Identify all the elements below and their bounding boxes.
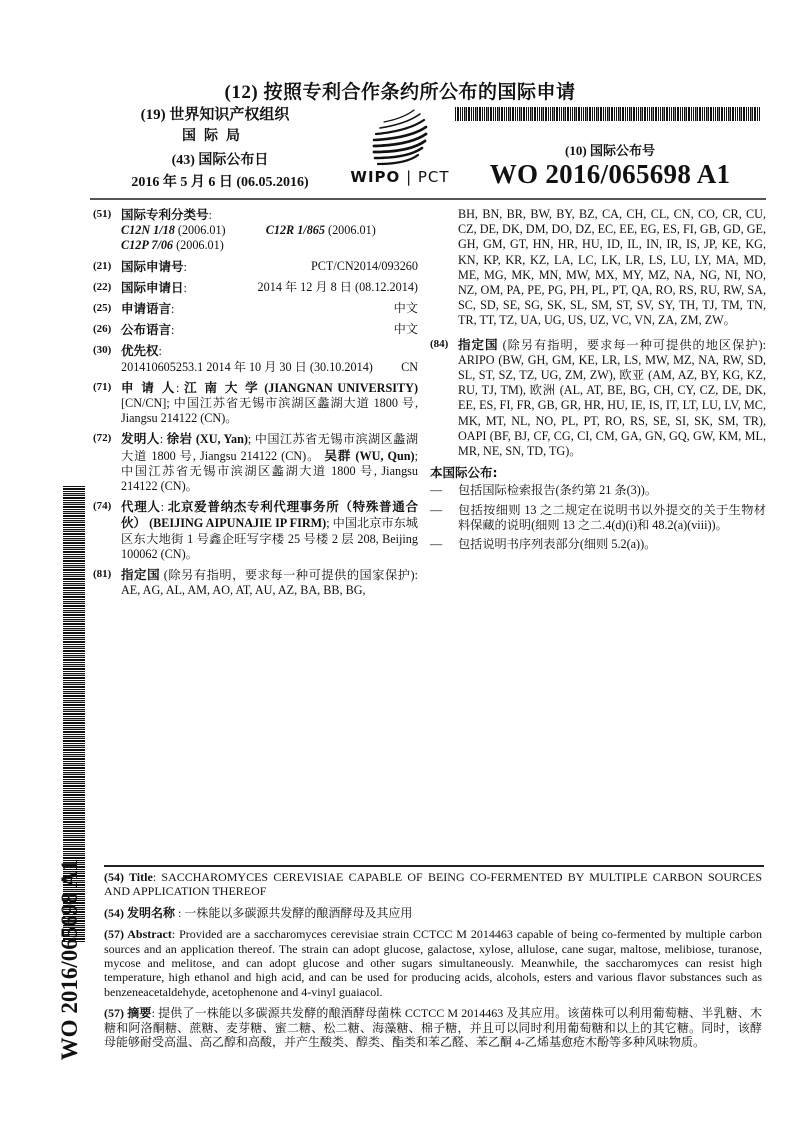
abstract-cn-text: : 提供了一株能以多碳源共发酵的酿酒酵母菌株 CCTCC M 2014463 及其应用。该菌株可以利用葡萄糖、半乳糖、木糖和阿洛酮糖、蔗糖、麦芽糖、蜜二糖、松二糖、海藻糖、棉子糖，并且可以同时利用葡萄糖和以上的其它糖。同时，该酵母能够耐受高温、高乙醇和高酸，并产生酸类、醇类、酯类和苯乙醛、苯乙酮 4-乙烯基愈疮木酚等多种风味物质。: [104, 1006, 763, 1050]
dash-bullet: —: [430, 502, 443, 517]
title-cn-text: : 一株能以多碳源共发酵的酿酒酵母及其应用: [175, 905, 413, 920]
field-81-designated-states: [93, 567, 418, 598]
field-number: (22): [93, 280, 112, 293]
field-number: (74): [93, 500, 112, 513]
pubno-code: (10): [565, 143, 587, 158]
field-label: 国际申请日: [121, 279, 184, 295]
inventor-address: ; 中国江苏省无锡市滨湖区蠡湖大道 1800 号, Jiangsu 214122 (CN)。: [121, 448, 418, 494]
abstract-chinese: [104, 1006, 762, 1049]
publication-item: [430, 483, 766, 498]
title-en-label: (54) Title: [104, 870, 153, 884]
field-26-publication-language: (26) 公布语言: 中文: [93, 322, 418, 338]
region-list: (除另有指明，要求每一种可提供的地区保护): ARIPO (BW, GH, GM, KE, LR, LS, MW, MZ, NA, RW, SD, SL, ST, SZ, TZ, UG, ZM, ZW), 欧亚 (AM, AZ, BY, KG, KZ, RU, TJ, TM), 欧洲 (AL, AT, BE, BG, CH, CY, CZ, DE, DK, EE, ES, FI, FR, GB, GR, HR, HU, IE, IS, IT, LT, LU, LV, MC, MK, MT, NL, NO, PL, PT, RO, RS, SE, SI, SK, SM, TR), OAPI (BF, BJ, CF, CG, CI, CM, GA, GN, GQ, GW, KM, ML, MR, NE, SN, TD, TG)。: [458, 337, 766, 459]
abstract-cn-code: (57): [104, 1006, 124, 1021]
field-30-priority: (30) 优先权: 201410605253.1 2014 年 10 月 30 日 (30.10.2014) CN: [93, 343, 418, 374]
field-number: (72): [93, 432, 112, 445]
document-type-title: (12) 按照专利合作条约所公布的国际申请: [224, 82, 576, 103]
abstract-cn-label: 摘要: [127, 1006, 152, 1021]
right-bibliographic-column: [430, 207, 766, 556]
field-21-application-number: (21) 国际申请号: PCT/CN2014/093260: [93, 258, 418, 274]
vertical-publication-number: [40, 860, 100, 1060]
organization-subname: 国际局: [182, 128, 248, 144]
title-chinese: [104, 906, 762, 920]
field-22-filing-date: (22) 国际申请日: 2014 年 12 月 8 日 (08.12.2014): [93, 279, 418, 295]
publication-info-title: 本国际公布:: [430, 465, 498, 481]
applicant-name-en: (JIANGNAN UNIVERSITY): [264, 380, 418, 395]
pubno-label-text: 国际公布号: [589, 144, 655, 159]
field-number: (84): [430, 337, 449, 350]
inventor-name-cn: 吴群: [324, 447, 352, 463]
publication-item-text: 包括说明书序列表部分(细则 5.2(a))。: [458, 537, 657, 552]
pubdate-label-text: 国际公布日: [198, 152, 269, 168]
field-value: 2014 年 12 月 8 日 (08.12.2014): [257, 279, 418, 294]
field-value: 中文: [393, 301, 418, 316]
field-74-agent: (74) 代理人: 北京爱普纳杰专利代理事务所（特殊普通合伙） (BEIJING AIPUNAJIE IP FIRM); 中国北京市东城区东大地街 1 号鑫企旺写字楼 25 号楼 2 层 208, Beijing 100062 (CN)。: [93, 499, 418, 561]
publication-date-label: [110, 149, 330, 169]
field-label: 申 请 人: [121, 379, 176, 395]
field-label: 公布语言: [121, 322, 172, 338]
abstract-en-label: (57) Abstract: [104, 927, 172, 942]
dash-bullet: —: [430, 537, 443, 552]
ipc-code: C12R 1/865: [265, 223, 325, 238]
inventor-name-en: (XU, Yan): [195, 432, 248, 447]
ipc-date: (2006.01): [177, 223, 226, 238]
field-label: 国际专利分类号: [121, 207, 209, 222]
field-number: (26): [93, 323, 112, 336]
field-label: 优先权: [121, 343, 159, 359]
ipc-code: C12P 7/06: [121, 238, 174, 253]
field-84-designated-regions: [430, 337, 766, 460]
priority-country: CN: [401, 359, 418, 374]
publication-number-label: [440, 140, 780, 159]
field-number: (25): [93, 302, 112, 315]
wipo-text: WIPO: [350, 168, 401, 186]
field-label: 申请语言: [121, 301, 172, 317]
field-25-filing-language: (25) 申请语言: 中文: [93, 301, 418, 317]
field-label: 发明人: [121, 431, 160, 447]
barcode-icon: [455, 107, 760, 121]
pct-text: PCT: [417, 168, 450, 186]
org-name-text: 世界知识产权组织: [169, 105, 290, 123]
abstract-english: [104, 927, 762, 999]
field-number: (71): [93, 380, 112, 393]
field-71-applicant: (71) 申 请 人: 江 南 大 学 (JIANGNAN UNIVERSITY) [CN/CN]; 中国江苏省无锡市滨湖区蠡湖大道 1800 号, Jiangsu 214122 (CN)。: [93, 379, 418, 426]
ipc-code: C12N 1/18: [121, 223, 175, 238]
inventor-name-en: (WU, Qun): [355, 448, 415, 463]
publication-number-block: [440, 140, 780, 190]
applicant-name-cn: 江 南 大 学: [184, 379, 260, 395]
title-abstract-section: [104, 870, 762, 1056]
publication-number: WO 2016/065698 A1: [489, 159, 731, 189]
field-value: 中文: [393, 322, 418, 337]
organization-block: [110, 103, 320, 145]
organization-name: [110, 103, 320, 124]
agent-name-en: (BEIJING AIPUNAJIE IP FIRM): [149, 516, 327, 531]
abstract-divider: [104, 865, 764, 867]
inventor-address: ; 中国江苏省无锡市滨湖区蠡湖大道 1800 号, Jiangsu 214122 (CN)。: [121, 432, 419, 463]
field-label: 指定国: [121, 567, 161, 583]
ipc-date: (2006.01): [176, 238, 224, 253]
ipc-date: (2006.01): [328, 223, 376, 238]
agent-name-cn: 北京爱普纳杰专利代理事务所（特殊普通合伙）: [121, 499, 418, 531]
field-value: PCT/CN2014/093260: [311, 258, 418, 273]
field-label: 国际申请号: [121, 258, 184, 274]
field-number: (21): [93, 259, 112, 272]
field-81-continued: BH, BN, BR, BW, BY, BZ, CA, CH, CL, CN, CO, CR, CU, CZ, DE, DK, DM, DO, DZ, EC, EE, EG, ES, FI, GB, GD, GE, GH, GM, GT, HN, HR, HU, ID, IL, IN, IR, IS, JP, KE, KG, KN, KP, KR, KZ, LA, LC, LK, LR, LS, LU, LY, MA, MD, ME, MG, MK, MN, MW, MX, MY, MZ, NA, NG, NI, NO, NZ, OM, PA, PE, PG, PH, PL, PT, QA, RO, RS, RU, RW, SA, SC, SD, SE, SG, SK, SL, SM, ST, SV, SY, TH, TJ, TM, TN, TR, TT, TZ, UA, UG, US, UZ, VC, VN, ZA, ZM, ZW。: [458, 207, 766, 328]
publication-date-value: 2016 年 5 月 6 日 (06.05.2016): [131, 175, 309, 190]
publication-item-text: 包括国际检索报告(条约第 21 条(3))。: [458, 483, 658, 498]
field-number: (30): [93, 344, 112, 357]
publication-item: [430, 537, 766, 552]
country-list: AE, AG, AL, AM, AO, AT, AU, AZ, BA, BB, BG,: [121, 583, 366, 598]
left-bibliographic-column: [93, 207, 418, 603]
inventor-name-cn: 徐岩: [166, 431, 193, 447]
abstract-en-text: : Provided are a saccharomyces cerevisiae strain CCTCC M 2014463 capable of being co-fermented by multiple carbon sources and an application thereof. The strain can adopt glucose, galactose, xylose, allulose, cane sugar, maltose, melibiose, turanose, mycose and melitose, and can adopt glucose and other sugars simultaneously. Meanwhile, the saccharomyces can resist high temperature, high ethanol and high acid, and can be used for producing acids, alcohols, esters and various flavor substances such as benzeneacetaldehyde, acetophenone and 4-vinyl guaiacol.: [104, 927, 763, 999]
top-barcode: [455, 107, 760, 121]
priority-number: 201410605253.1 2014 年 10 月 30 日 (30.10.2014): [121, 359, 373, 374]
org-code: (19): [140, 107, 166, 123]
publication-item: [430, 503, 766, 533]
field-number: (81): [93, 568, 112, 581]
field-number: (51): [93, 208, 112, 220]
header-divider: [90, 198, 766, 200]
vertical-pubno-text: WO 2016/065698 A1: [57, 859, 82, 1061]
publication-date-block: [110, 149, 330, 191]
pubdate-code: (43): [171, 153, 195, 168]
applicant-address: [CN/CN]; 中国江苏省无锡市滨湖区蠡湖大道 1800 号, Jiangsu 214122 (CN)。: [121, 396, 418, 426]
dash-bullet: —: [430, 483, 443, 498]
title-english: [104, 870, 762, 899]
title-cn-label: 发明名称: [127, 905, 176, 920]
title-en-text: : SACCHAROMYCES CEREVISIAE CAPABLE OF BEING CO-FERMENTED BY MULTIPLE CARBON SOURCES AND APPLICATION THEREOF: [104, 870, 762, 899]
wipo-logo: [348, 108, 448, 186]
field-51-ipc: (51) 国际专利分类号: C12N 1/18 (2006.01) C12R 1/865 (2006.01) C12P 7/06 (2006.01): [93, 207, 376, 253]
agent-address: ; 中国北京市东城区东大地街 1 号鑫企旺写字楼 25 号楼 2 层 208, Beijing 100062 (CN)。: [121, 516, 418, 561]
field-note: (除另有指明，要求每一种可提供的国家保护):: [163, 568, 418, 583]
field-72-inventors: (72) 发明人: 徐岩 (XU, Yan); 中国江苏省无锡市滨湖区蠡湖大道 1800 号, Jiangsu 214122 (CN)。 吴群 (WU, Qun); 中国江苏省无锡市滨湖区蠡湖大道 1800 号, Jiangsu 214122 (CN)。: [93, 431, 419, 494]
wipo-globe-icon: [348, 108, 448, 170]
field-label: 代理人: [121, 499, 161, 515]
field-label: 指定国: [458, 336, 499, 352]
wipo-pct-wordmark: WIPO | PCT: [350, 168, 450, 186]
publication-item-text: 包括按细则 13 之二规定在说明书以外提交的关于生物材料保藏的说明(细则 13 之二.4(d)(i)和 48.2(a)(viii))。: [458, 502, 766, 532]
title-cn-code: (54): [104, 905, 124, 920]
